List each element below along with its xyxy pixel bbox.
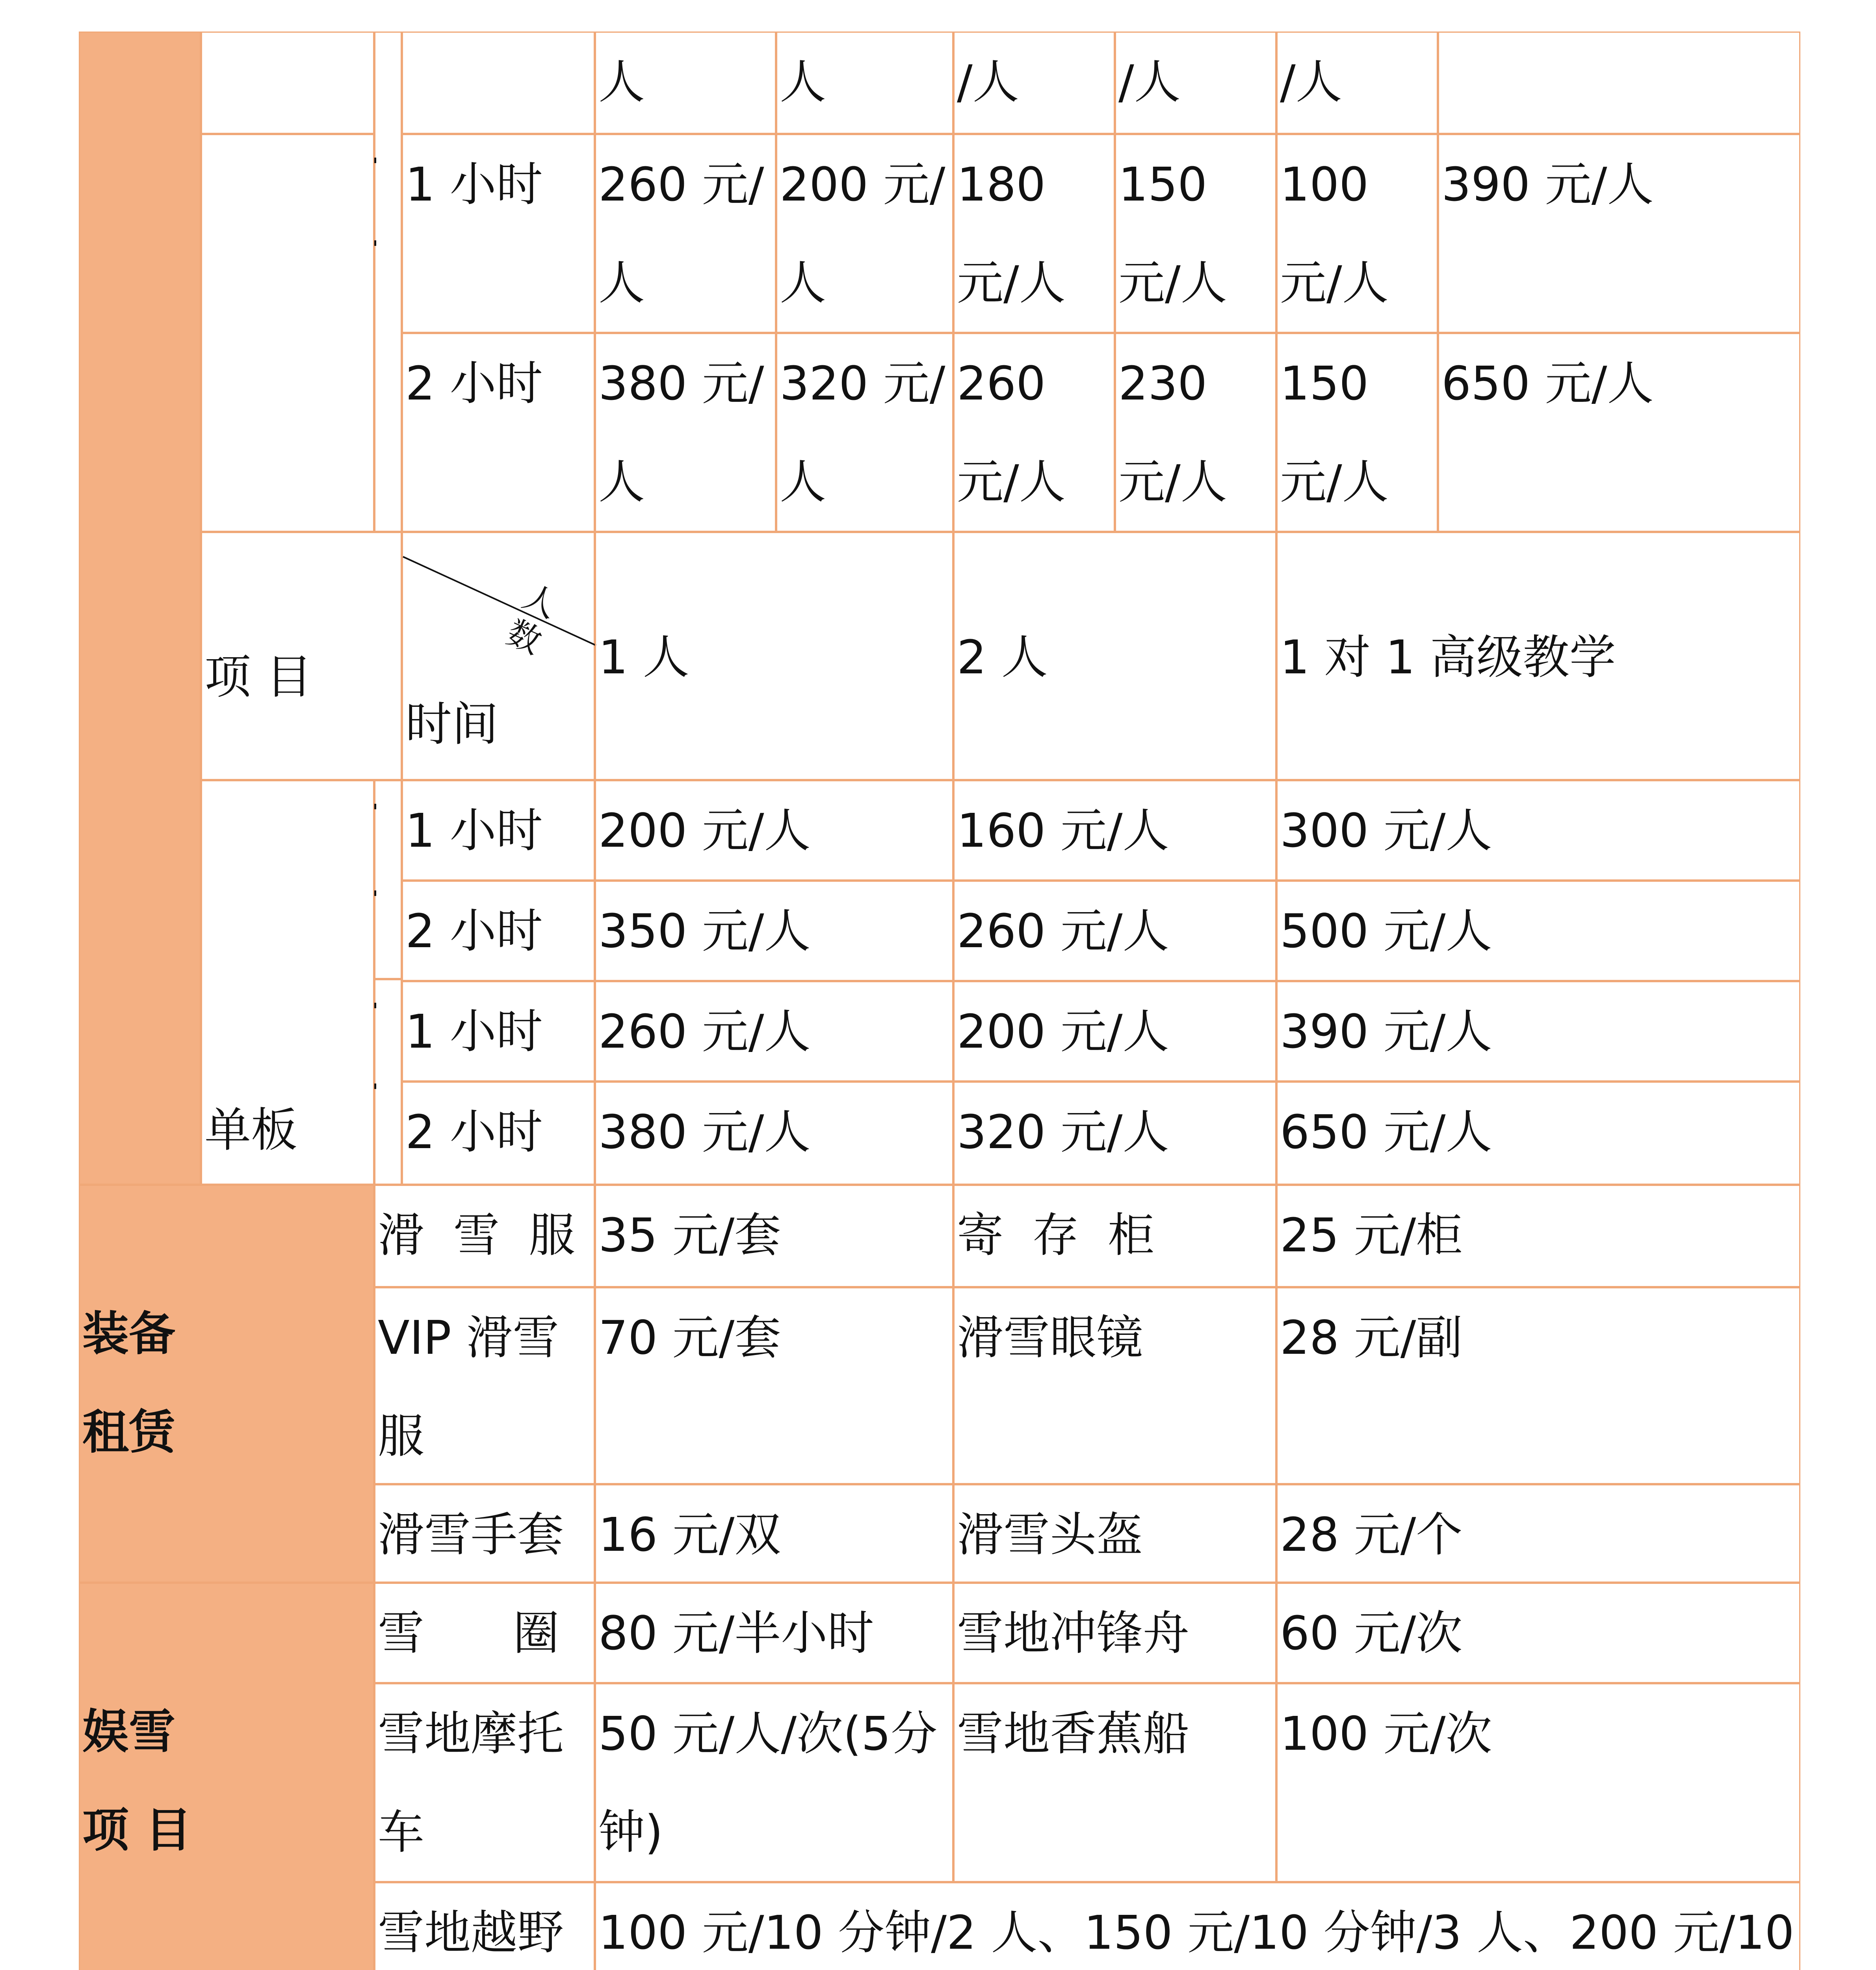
price-cell: 650 元/人	[1276, 1082, 1800, 1185]
rental-price-cell: 28 元/个	[1276, 1484, 1800, 1583]
lesson-col-header: 2 人	[953, 532, 1276, 780]
rental-item-cell: 滑雪眼镜	[953, 1287, 1276, 1484]
fun-price-cell: 80 元/半小时	[595, 1583, 953, 1683]
price-cell: 650 元/人	[1438, 333, 1800, 532]
rental-item-cell: 滑 雪 服	[374, 1185, 595, 1287]
time-cell: 2 小时	[402, 881, 595, 981]
fun-item-cell: 雪地香蕉船	[953, 1683, 1276, 1882]
rental-price-cell: 25 元/柜	[1276, 1185, 1800, 1287]
dot-mark	[374, 1003, 376, 1008]
price-cell: 人	[595, 32, 776, 134]
group-item-cell-top	[201, 32, 374, 134]
price-cell: 200 元/人	[595, 780, 953, 881]
time-cell: 1 小时	[402, 780, 595, 881]
fun-item-cell: 雪 圈	[374, 1583, 595, 1683]
price-cell: 260 元/人	[953, 333, 1115, 532]
lesson-col-header: 1 对 1 高级教学	[1276, 532, 1800, 780]
dot-mark	[374, 1084, 376, 1089]
rental-item-cell: 滑雪头盔	[953, 1484, 1276, 1583]
time-cell-top	[402, 32, 595, 134]
price-cell: 300 元/人	[1276, 780, 1800, 881]
time-cell: 2 小时	[402, 333, 595, 532]
price-cell: 150 元/人	[1276, 333, 1438, 532]
diag-bottom-label: 时间	[405, 697, 499, 751]
rental-price-cell: 28 元/副	[1276, 1287, 1800, 1484]
fun-price-cell: 100 元/次	[1276, 1683, 1800, 1882]
price-cell: 160 元/人	[953, 780, 1276, 881]
price-cell: /人	[1115, 32, 1276, 134]
dot-mark	[374, 804, 376, 809]
price-cell: 350 元/人	[595, 881, 953, 981]
fun-price-cell: 60 元/次	[1276, 1583, 1800, 1683]
price-cell: 150 元/人	[1115, 134, 1276, 333]
time-cell: 1 小时	[402, 134, 595, 333]
dot-mark	[374, 240, 376, 246]
rental-price-cell: 70 元/套	[595, 1287, 953, 1484]
rental-item-cell: 寄 存 柜	[953, 1185, 1276, 1287]
price-cell: 320 元/人	[953, 1082, 1276, 1185]
left-category-column	[79, 32, 201, 1185]
price-cell: 380 元/人	[595, 333, 776, 532]
price-cell: 390 元/人	[1438, 134, 1800, 333]
diag-top-label: 人数	[501, 576, 563, 662]
divider-cell	[374, 979, 402, 1185]
price-cell: 230 元/人	[1115, 333, 1276, 532]
price-cell: 260 元/人	[595, 981, 953, 1082]
price-cell: 人	[776, 32, 953, 134]
lesson-col-header: 1 人	[595, 532, 953, 780]
price-cell: 390 元/人	[1276, 981, 1800, 1082]
diagonal-header-cell	[402, 532, 595, 780]
fun-item-cell: 雪地摩托车	[374, 1683, 595, 1882]
rental-item-cell: 滑雪手套	[374, 1484, 595, 1583]
price-cell: 380 元/人	[595, 1082, 953, 1185]
time-cell: 1 小时	[402, 981, 595, 1082]
group-item-cell	[201, 134, 374, 532]
time-cell: 2 小时	[402, 1082, 595, 1185]
price-cell: 260 元/人	[595, 134, 776, 333]
price-cell: 500 元/人	[1276, 881, 1800, 981]
fun-item-cell: 雪地越野	[374, 1882, 595, 1970]
price-cell: 100 元/人	[1276, 134, 1438, 333]
fun-item-cell: 雪地冲锋舟	[953, 1583, 1276, 1683]
divider-cell	[374, 780, 402, 979]
divider-cell	[374, 32, 402, 532]
dot-mark	[374, 890, 376, 896]
snowboard-label-cell: 单板	[201, 780, 374, 1185]
rental-item-cell: VIP 滑雪服	[374, 1287, 595, 1484]
rental-price-cell: 16 元/双	[595, 1484, 953, 1583]
price-cell: 320 元/人	[776, 333, 953, 532]
price-cell: /人	[953, 32, 1115, 134]
dot-mark	[374, 158, 376, 163]
item-header-cell: 项 目	[201, 532, 402, 780]
price-cell: 200 元/人	[953, 981, 1276, 1082]
price-cell	[1438, 32, 1800, 134]
fun-price-cell: 50 元/人/次(5分钟)	[595, 1683, 953, 1882]
rental-label-cell: 装备 租赁	[79, 1185, 374, 1583]
price-cell: 180 元/人	[953, 134, 1115, 333]
rental-price-cell: 35 元/套	[595, 1185, 953, 1287]
price-cell: /人	[1276, 32, 1438, 134]
price-cell: 200 元/人	[776, 134, 953, 333]
price-cell: 260 元/人	[953, 881, 1276, 981]
fun-price-cell-wide: 100 元/10 分钟/2 人、150 元/10 分钟/3 人、200 元/10	[595, 1882, 1800, 1970]
snow-fun-label-cell: 娱雪 项 目	[79, 1583, 374, 1970]
